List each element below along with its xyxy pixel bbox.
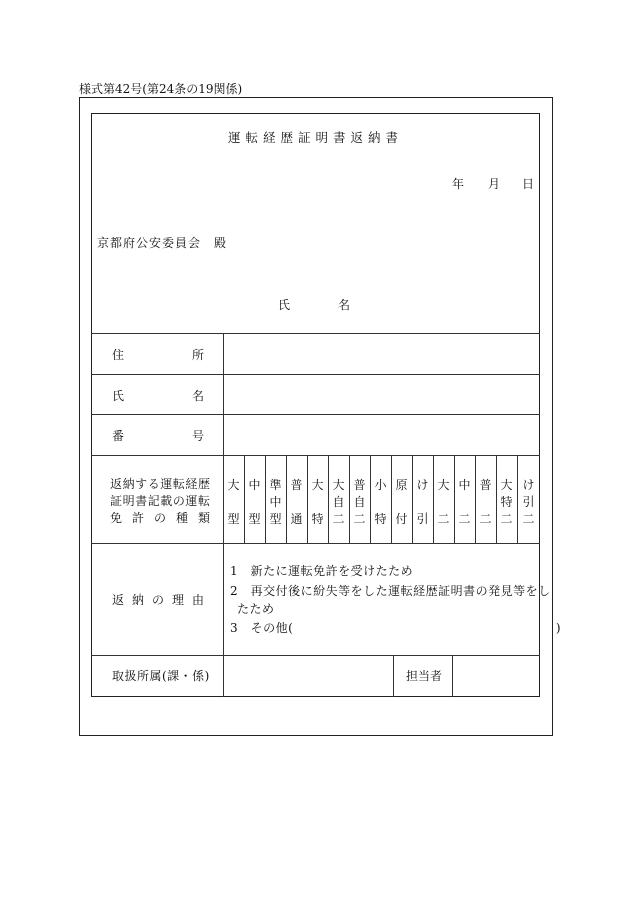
license-type-char: 大 — [311, 478, 324, 492]
row-divider — [91, 655, 540, 656]
row-divider — [91, 333, 540, 334]
license-type-char: 二 — [437, 512, 450, 526]
handling-department-label: 取扱所属(課・係) — [112, 669, 210, 683]
form-number: 様式第42号(第24条の19関係) — [79, 82, 243, 96]
license-column-divider — [391, 455, 392, 543]
license-type-char: 準 — [269, 478, 282, 492]
license-type-char: 自 — [332, 495, 345, 509]
license-type-char: 普 — [290, 478, 303, 492]
license-type-char: 特 — [500, 495, 513, 509]
license-type-char: 大 — [227, 478, 240, 492]
applicant-name-label: 氏 名 — [278, 298, 369, 312]
form-table — [91, 113, 540, 697]
license-types-label-line: 免 許 の 種 類 — [110, 511, 210, 525]
reason-label: 返 納 の 理 由 — [112, 593, 204, 607]
license-column-divider — [370, 455, 371, 543]
license-type-char: 小 — [374, 478, 387, 492]
license-type-char: 二 — [332, 512, 345, 526]
document-title: 運転経歴証明書返納書 — [227, 130, 403, 145]
license-type-char: 特 — [374, 512, 387, 526]
license-column-divider — [286, 455, 287, 543]
license-types-label-line: 返 納 す る 運 転 経 歴 — [110, 477, 210, 491]
license-type-char: 自 — [353, 495, 366, 509]
department-divider — [393, 655, 394, 697]
license-column-divider — [412, 455, 413, 543]
staff-in-charge-label: 担当者 — [406, 669, 443, 683]
license-type-char: け — [416, 478, 429, 492]
license-type-char: 特 — [311, 512, 324, 526]
row-divider — [91, 414, 540, 415]
addressee: 京都府公安委員会 殿 — [97, 236, 228, 250]
license-column-divider — [307, 455, 308, 543]
address-label: 住 所 — [112, 348, 204, 362]
license-types-label-line: 証 明 書 記 載 の 運 転 — [110, 494, 210, 508]
license-type-char: 二 — [479, 512, 492, 526]
license-column-divider — [454, 455, 455, 543]
staff-divider — [452, 655, 453, 697]
reason-option-1: 1 新たに運転免許を受けたため — [230, 564, 414, 578]
license-type-char: 中 — [458, 478, 471, 492]
date-year: 年 — [452, 177, 465, 191]
license-type-char: 普 — [353, 478, 366, 492]
license-type-char: 原 — [395, 478, 408, 492]
row-divider — [91, 455, 540, 456]
license-type-char: 型 — [269, 512, 282, 526]
reason-option-3: 3 その他( ) — [230, 621, 562, 635]
license-type-char: 大 — [332, 478, 345, 492]
license-type-char: 型 — [227, 512, 240, 526]
row-divider — [91, 543, 540, 544]
license-type-char: 二 — [522, 512, 535, 526]
license-type-char: 通 — [290, 512, 303, 526]
license-type-char: 型 — [248, 512, 261, 526]
license-column-divider — [244, 455, 245, 543]
license-type-char: 中 — [269, 495, 282, 509]
number-label: 番 号 — [112, 429, 204, 443]
license-type-char: 付 — [395, 512, 408, 526]
license-type-char: 普 — [479, 478, 492, 492]
row-divider — [91, 374, 540, 375]
license-column-divider — [475, 455, 476, 543]
name-label: 氏 名 — [112, 389, 204, 403]
reason-option-2: 2 再交付後に紛失等をした運転経歴証明書の発見等をし — [230, 584, 551, 598]
license-type-char: 二 — [500, 512, 513, 526]
license-type-char: 中 — [248, 478, 261, 492]
license-column-divider — [433, 455, 434, 543]
license-types-label — [110, 476, 210, 527]
license-type-char: 引 — [416, 512, 429, 526]
license-type-char: け — [522, 478, 535, 492]
reason-option-2-continued: たため — [237, 602, 275, 616]
license-type-char: 引 — [522, 495, 535, 509]
license-type-char: 二 — [353, 512, 366, 526]
license-type-char: 大 — [500, 478, 513, 492]
license-type-char: 大 — [437, 478, 450, 492]
date-day: 日 — [522, 177, 535, 191]
date-month: 月 — [488, 177, 501, 191]
license-type-char: 二 — [458, 512, 471, 526]
